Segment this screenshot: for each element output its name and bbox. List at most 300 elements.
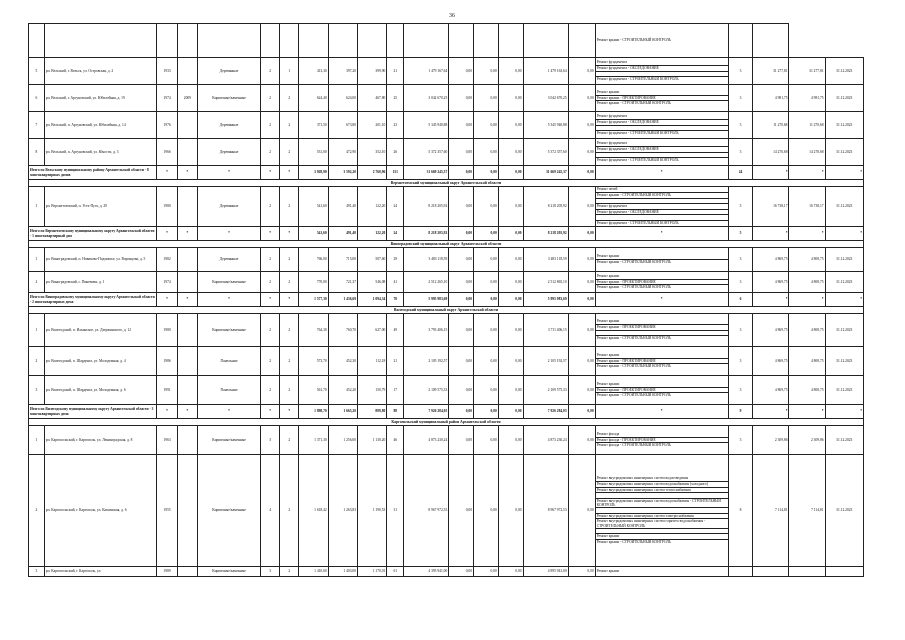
data-cell: 2 512 265,10 xyxy=(404,272,449,293)
total-cell: 491,40 xyxy=(328,227,357,241)
data-cell: 201,10 xyxy=(358,112,387,139)
data-cell: 0,00 xyxy=(498,139,523,166)
data-cell: 4 xyxy=(261,455,280,567)
data-cell: 1 403,00 xyxy=(328,567,357,577)
data-cell: 2 xyxy=(280,112,299,139)
data-cell: 399,90 xyxy=(358,58,387,85)
data-cell: 0,00 xyxy=(474,314,499,347)
total-cell: * xyxy=(157,227,177,241)
data-cell: 1 130,20 xyxy=(358,426,387,455)
data-cell: 0,00 xyxy=(568,248,595,272)
data-cell: 0,00 xyxy=(498,314,523,347)
data-cell: 21 xyxy=(387,347,404,376)
table-row xyxy=(29,347,864,376)
data-cell: 0,00 xyxy=(568,455,595,567)
data-cell: 624,40 xyxy=(299,85,328,112)
data-cell: 4 869,75 xyxy=(753,248,789,272)
data-cell: 14 270,68 xyxy=(753,139,789,166)
total-cell: * xyxy=(177,166,197,180)
data-cell: 561,70 xyxy=(299,376,328,405)
total-cell: 0,00 xyxy=(474,227,499,241)
data-cell: 2 xyxy=(261,112,280,139)
data-cell xyxy=(523,24,568,58)
data-cell: 4 981,75 xyxy=(789,85,825,112)
total-cell: 1 094,34 xyxy=(358,293,387,307)
data-cell: 721,37 xyxy=(328,272,357,293)
table-row xyxy=(29,376,864,405)
data-cell: 3 xyxy=(728,85,753,112)
table-row xyxy=(29,567,864,577)
data-cell: 1 479 163,64 xyxy=(523,58,568,85)
data-cell xyxy=(177,58,197,85)
data-cell: 2 109 575,33 xyxy=(404,376,449,405)
data-cell: 11 270,68 xyxy=(789,112,825,139)
total-cell: 889,80 xyxy=(358,405,387,419)
data-cell: 1980 xyxy=(157,187,177,227)
work-item: Ремонт крыши - ПРОЕКТИРОВАНИЕ xyxy=(596,96,728,102)
work-item: Ремонт крыши - ПРОЕКТИРОВАНИЕ xyxy=(596,388,728,394)
data-cell: 3 xyxy=(261,426,280,455)
data-cell: Кирпичные/каменные xyxy=(198,567,261,577)
total-count: 6 xyxy=(728,293,753,307)
data-cell: 0,00 xyxy=(498,187,523,227)
data-cell: 760,70 xyxy=(328,314,357,347)
data-cell: 31.12.2023 xyxy=(825,376,863,405)
work-item: Ремонт фундамента - СТРОИТЕЛЬНЫЙ КОНТРОЛЬ xyxy=(596,131,679,136)
district-header-row xyxy=(29,180,864,187)
data-cell: 1989 xyxy=(157,567,177,577)
total-count: 5 xyxy=(728,227,753,241)
total-cell: 1 665,20 xyxy=(328,405,357,419)
data-cell: 150,79 xyxy=(358,376,387,405)
works-cell xyxy=(595,112,728,139)
data-cell: 41 xyxy=(387,272,404,293)
work-item: Ремонт крыши - ПРОЕКТИРОВАНИЕ xyxy=(596,325,728,331)
data-cell: 546,08 xyxy=(358,272,387,293)
total-cell: * xyxy=(280,405,299,419)
data-cell xyxy=(753,24,789,58)
total-cell: 122,20 xyxy=(358,227,387,241)
work-item: Ремонт внутридомовых инженерных систем электроснабжения xyxy=(596,514,728,520)
data-cell xyxy=(177,272,197,293)
data-cell xyxy=(825,567,863,577)
works-cell xyxy=(595,376,728,405)
data-cell: 49 xyxy=(387,314,404,347)
data-cell: 2 xyxy=(280,567,299,577)
data-cell: 0,00 xyxy=(474,347,499,376)
total-cell: 541,60 xyxy=(299,227,328,241)
data-cell: 3 xyxy=(728,376,753,405)
data-cell: 31.12.2023 xyxy=(825,112,863,139)
work-item: Ремонт внутридомовых инженерных систем горячего водоснабжения - СТРОИТЕЛЬНЫЙ КОНТРОЛЬ xyxy=(596,519,728,528)
data-cell: 3 xyxy=(728,112,753,139)
data-cell xyxy=(177,24,197,58)
total-cell: * xyxy=(825,405,863,419)
data-cell xyxy=(280,24,299,58)
address-cell: рп. Вельский, г. Вельск, ул. Островская, д. 2 xyxy=(44,58,157,85)
data-cell: 0,00 xyxy=(449,567,474,577)
data-cell xyxy=(157,24,177,58)
data-cell: 23 xyxy=(387,112,404,139)
work-item: Ремонт фундамента xyxy=(596,60,728,66)
work-item: Ремонт фундамента - ОБСЛЕДОВАНИЕ xyxy=(596,147,728,153)
total-cell: 8 218 205,92 xyxy=(523,227,568,241)
address-cell: рп. Верхнетоемский, п. Усть-Пуга, д. 29 xyxy=(44,187,157,227)
data-cell: 46 xyxy=(387,426,404,455)
data-cell xyxy=(177,347,197,376)
data-cell xyxy=(177,455,197,567)
data-cell: 3 xyxy=(728,139,753,166)
data-cell: 25 xyxy=(387,85,404,112)
data-cell: 2 xyxy=(280,248,299,272)
data-cell: Деревянные xyxy=(198,139,261,166)
data-cell: 1 xyxy=(29,426,45,455)
data-cell: 2 xyxy=(29,272,45,293)
total-cell: * xyxy=(198,293,261,307)
data-cell: 452,20 xyxy=(328,376,357,405)
total-count: 9 xyxy=(728,405,753,419)
data-cell: 3 483 118,59 xyxy=(523,248,568,272)
data-cell: 0,00 xyxy=(449,58,474,85)
total-cell: * xyxy=(177,227,197,241)
data-cell: 5 372 357,60 xyxy=(523,139,568,166)
work-item: Ремонт внутридомовых инженерных систем водоотведения xyxy=(596,476,728,482)
total-cell: 1 577,30 xyxy=(299,293,328,307)
work-item: Ремонт крыши - ПРОЕКТИРОВАНИЕ xyxy=(596,359,728,365)
work-item: Ремонт крыши xyxy=(596,274,728,280)
total-cell: * xyxy=(753,166,789,180)
data-cell: Кирпичные/каменные xyxy=(198,272,261,293)
data-cell: Кирпичные/каменные xyxy=(198,426,261,455)
data-cell: 1982 xyxy=(157,248,177,272)
data-cell: 0,00 xyxy=(474,139,499,166)
data-cell: 0,00 xyxy=(449,272,474,293)
total-cell: 7 926 284,05 xyxy=(404,405,449,419)
data-cell: 1991 xyxy=(157,376,177,405)
work-item: Ремонт фасада xyxy=(596,432,728,438)
data-cell: 0,00 xyxy=(498,272,523,293)
work-item: Ремонт фасада - СТРОИТЕЛЬНЫЙ КОНТРОЛЬ xyxy=(596,443,671,448)
data-cell xyxy=(177,139,197,166)
district-name: Каргопольский муниципальный район Архангельской области xyxy=(29,419,864,426)
data-cell xyxy=(261,24,280,58)
data-cell: 31 277,81 xyxy=(753,58,789,85)
data-cell: 4 869,75 xyxy=(753,347,789,376)
total-cell: 0,00 xyxy=(474,293,499,307)
work-item: Ремонт фундамента - СТРОИТЕЛЬНЫЙ КОНТРОЛЬ xyxy=(596,158,679,163)
address-cell: рп. Вилегодский, п. Шарденга, ул. Молодежная, д. 6 xyxy=(44,376,157,405)
data-cell: 0,00 xyxy=(568,139,595,166)
data-cell: 507,60 xyxy=(358,248,387,272)
data-cell: 7 114,81 xyxy=(753,455,789,567)
total-cell: * xyxy=(177,293,197,307)
total-cell: 3 928,90 xyxy=(299,166,328,180)
data-cell: 0,00 xyxy=(498,248,523,272)
data-cell: 1 xyxy=(29,187,45,227)
data-cell: 2 109 575,33 xyxy=(523,376,568,405)
data-cell: 2 xyxy=(280,187,299,227)
data-cell: 2 xyxy=(280,314,299,347)
data-cell: 0,00 xyxy=(568,347,595,376)
data-cell: 452,30 xyxy=(328,347,357,376)
total-cell: * xyxy=(789,166,825,180)
data-cell: 31.12.2023 xyxy=(825,347,863,376)
total-cell: 0,00 xyxy=(498,405,523,419)
work-item: Ремонт крыши - СТРОИТЕЛЬНЫЙ КОНТРОЛЬ xyxy=(596,101,671,106)
total-cell: * xyxy=(595,293,728,307)
data-cell: 2 xyxy=(29,347,45,376)
data-cell: 0,00 xyxy=(449,426,474,455)
data-cell: 0,00 xyxy=(449,248,474,272)
data-cell xyxy=(404,24,449,58)
data-cell: 0,00 xyxy=(449,455,474,567)
data-cell: 3 xyxy=(29,376,45,405)
data-cell: 0,00 xyxy=(474,58,499,85)
district-name: Вилегодский муниципальный округ Архангельской области xyxy=(29,307,864,314)
total-cell: 1 898,70 xyxy=(299,405,328,419)
data-cell: 1 618,42 xyxy=(299,455,328,567)
data-cell: Кирпичные/каменные xyxy=(198,85,261,112)
total-cell: * xyxy=(753,293,789,307)
data-cell xyxy=(177,248,197,272)
data-cell: 0,00 xyxy=(568,112,595,139)
total-cell: 5 995 983,69 xyxy=(404,293,449,307)
total-count: 24 xyxy=(728,166,753,180)
data-cell: 0,00 xyxy=(474,567,499,577)
table-row xyxy=(29,272,864,293)
data-cell: 26 xyxy=(387,139,404,166)
data-cell: 2 xyxy=(261,58,280,85)
data-cell: 3 xyxy=(728,58,753,85)
data-cell xyxy=(177,376,197,405)
data-cell xyxy=(568,24,595,58)
data-cell: 4 981,75 xyxy=(753,85,789,112)
data-cell: 2 xyxy=(280,376,299,405)
total-cell: 0,00 xyxy=(449,293,474,307)
district-name: Верхнетоемский муниципальный округ Архангельской области xyxy=(29,180,864,187)
data-cell xyxy=(498,24,523,58)
data-cell: 0,00 xyxy=(474,112,499,139)
data-cell: 2 xyxy=(261,85,280,112)
data-cell: 0,00 xyxy=(449,139,474,166)
data-cell: 2 309,86 xyxy=(789,426,825,455)
data-cell: 627,00 xyxy=(358,314,387,347)
data-cell: 31.12.2023 xyxy=(825,139,863,166)
data-cell xyxy=(177,426,197,455)
work-item: Ремонт крыши - СТРОИТЕЛЬНЫЙ КОНТРОЛЬ xyxy=(596,393,671,398)
table-row xyxy=(29,426,864,455)
data-cell: 4 869,75 xyxy=(753,314,789,347)
data-cell: 0,00 xyxy=(568,376,595,405)
data-cell: 0,00 xyxy=(474,248,499,272)
data-cell: 2 xyxy=(261,139,280,166)
address-cell: рп. Виноградовский, п. Новиково-Подмошье, ул. Воронцова, д. 5 xyxy=(44,248,157,272)
table-row xyxy=(29,58,864,85)
data-cell: 531,00 xyxy=(299,139,328,166)
total-cell: 8 218 205,92 xyxy=(404,227,449,241)
data-cell: 0,00 xyxy=(498,426,523,455)
total-cell: * xyxy=(261,293,280,307)
data-cell: 4 873 230,24 xyxy=(523,426,568,455)
data-cell: 1 256,00 xyxy=(328,426,357,455)
data-cell: 1 170,01 xyxy=(358,567,387,577)
data-cell: 541,60 xyxy=(299,187,328,227)
address-cell: рп. Каргопольский, г. Каргополь, ул. Кашинская, д. 6 xyxy=(44,455,157,567)
total-row xyxy=(29,227,864,241)
data-cell: 8 218 205,92 xyxy=(404,187,449,227)
data-cell: 0,00 xyxy=(568,314,595,347)
data-cell: 0,00 xyxy=(449,314,474,347)
table-row xyxy=(29,187,864,227)
data-cell: 371,50 xyxy=(299,112,328,139)
work-item: Ремонт крыши - СТРОИТЕЛЬНЫЙ КОНТРОЛЬ xyxy=(596,539,671,544)
works-cell xyxy=(595,24,728,58)
total-cell: * xyxy=(157,405,177,419)
works-cell xyxy=(595,85,728,112)
page-number: 36 xyxy=(449,13,455,19)
data-cell: 472,90 xyxy=(328,139,357,166)
data-cell: 5 372 357,60 xyxy=(404,139,449,166)
total-cell: 0,00 xyxy=(449,405,474,419)
data-cell: 0,00 xyxy=(498,376,523,405)
total-cell: 0,00 xyxy=(498,166,523,180)
work-item: Ремонт крыши xyxy=(596,382,728,388)
data-cell: 0,00 xyxy=(474,455,499,567)
data-cell: 0,00 xyxy=(474,376,499,405)
data-cell: 31.12.2023 xyxy=(825,248,863,272)
data-cell: 4 869,75 xyxy=(753,376,789,405)
data-cell: 2 105 192,57 xyxy=(523,347,568,376)
works-cell xyxy=(595,58,728,85)
data-cell: 2 xyxy=(261,272,280,293)
table-row xyxy=(29,455,864,567)
works-cell xyxy=(595,187,728,227)
total-cell: 0,00 xyxy=(474,405,499,419)
table-body xyxy=(29,24,864,577)
total-cell: * xyxy=(825,227,863,241)
data-cell: 31 xyxy=(387,455,404,567)
data-cell: 766,00 xyxy=(299,248,328,272)
data-cell: 8 967 972,53 xyxy=(404,455,449,567)
total-cell: 0,00 xyxy=(498,227,523,241)
work-item: Ремонт крыши - СТРОИТЕЛЬНЫЙ КОНТРОЛЬ xyxy=(596,364,671,369)
data-cell: 1933 xyxy=(157,58,177,85)
data-cell: Деревянные xyxy=(198,248,261,272)
work-item: Ремонт внутридомовых инженерных систем теплоснабжения xyxy=(596,488,728,494)
table-row xyxy=(29,314,864,347)
data-cell: 112,18 xyxy=(358,347,387,376)
data-cell: 4 869,75 xyxy=(789,347,825,376)
data-cell: 0,00 xyxy=(474,187,499,227)
data-cell xyxy=(177,314,197,347)
data-cell: 2 xyxy=(261,248,280,272)
data-cell: 4 869,75 xyxy=(789,248,825,272)
total-label: Итого по Виноградовскому муниципальному округу Архангельской области - 2 многоквартирных дома xyxy=(29,293,157,307)
data-cell xyxy=(198,24,261,58)
data-cell: 3 xyxy=(728,347,753,376)
total-cell: * xyxy=(261,227,280,241)
data-cell: 14 270,68 xyxy=(789,139,825,166)
data-cell: 0,00 xyxy=(568,187,595,227)
total-cell: * xyxy=(280,293,299,307)
table-row xyxy=(29,248,864,272)
works-cell xyxy=(595,272,728,293)
district-header-row xyxy=(29,307,864,314)
data-cell: 8 xyxy=(728,455,753,567)
work-item: Ремонт крыши - СТРОИТЕЛЬНЫЙ КОНТРОЛЬ xyxy=(596,336,671,341)
data-cell xyxy=(328,24,357,58)
data-cell: 2 xyxy=(280,455,299,567)
data-cell xyxy=(728,567,753,577)
work-item: Ремонт внутридомовых инженерных систем водоснабжения (холодного) xyxy=(596,482,728,488)
data-cell: 0,00 xyxy=(568,426,595,455)
total-cell: 151 xyxy=(387,166,404,180)
work-item: Ремонт фундамента - ОБСЛЕДОВАНИЕ xyxy=(596,120,728,126)
data-cell: 17 xyxy=(387,376,404,405)
data-cell: 0,00 xyxy=(568,272,595,293)
data-cell: 1 479 167,64 xyxy=(404,58,449,85)
total-cell: 31 669 245,37 xyxy=(523,166,568,180)
total-cell: 0,00 xyxy=(568,405,595,419)
data-cell: Деревянные xyxy=(198,112,261,139)
total-cell: 31 669 245,37 xyxy=(404,166,449,180)
data-cell: 0,00 xyxy=(474,272,499,293)
work-item: Ремонт крыши xyxy=(596,254,728,260)
data-cell: 0,00 xyxy=(568,85,595,112)
data-cell: 16 738,17 xyxy=(789,187,825,227)
data-cell: 61 xyxy=(387,567,404,577)
data-cell: 4 869,75 xyxy=(789,272,825,293)
work-item: Ремонт крыши - СТРОИТЕЛЬНЫЙ КОНТРОЛЬ xyxy=(596,285,671,290)
total-cell: * xyxy=(825,293,863,307)
district-name: Виноградовский муниципальный округ Архангельской области xyxy=(29,241,864,248)
data-cell: 0,00 xyxy=(498,85,523,112)
data-cell: Панельные xyxy=(198,376,261,405)
data-cell: 7 xyxy=(29,112,45,139)
data-cell: 413,30 xyxy=(299,58,328,85)
total-row xyxy=(29,293,864,307)
data-cell: 1 263,83 xyxy=(328,455,357,567)
work-item: Ремонт фундамента - ОБСЛЕДОВАНИЕ xyxy=(596,210,728,216)
work-item: Ремонт крыши - СТРОИТЕЛЬНЫЙ КОНТРОЛЬ xyxy=(596,193,728,199)
total-cell: * xyxy=(753,405,789,419)
data-cell: 3 xyxy=(728,426,753,455)
data-cell: 1 190,53 xyxy=(358,455,387,567)
data-cell: 6 xyxy=(29,85,45,112)
data-cell: 1986 xyxy=(157,347,177,376)
data-cell: 8 xyxy=(29,139,45,166)
data-cell: 0,00 xyxy=(449,376,474,405)
data-cell: 1966 xyxy=(157,139,177,166)
data-cell: 31.12.2023 xyxy=(825,187,863,227)
work-item: Ремонт фундамента - СТРОИТЕЛЬНЫЙ КОНТРОЛЬ xyxy=(596,220,679,225)
data-cell: 16 738,17 xyxy=(753,187,789,227)
total-cell: 88 xyxy=(387,405,404,419)
works-cell xyxy=(595,455,728,567)
total-cell: * xyxy=(280,166,299,180)
total-cell: * xyxy=(198,166,261,180)
total-cell: * xyxy=(157,166,177,180)
data-cell: 0,00 xyxy=(449,187,474,227)
data-cell: 0,00 xyxy=(498,567,523,577)
data-cell: 1 371,30 xyxy=(299,426,328,455)
address-cell: рп. Вельский, п. Аргуновский, ул. Юности, д. 3 xyxy=(44,139,157,166)
data-cell: 0,00 xyxy=(498,58,523,85)
data-cell: 4 395 941,00 xyxy=(404,567,449,577)
work-item: Ремонт крыши - СТРОИТЕЛЬНЫЙ КОНТРОЛЬ xyxy=(596,260,671,264)
address-cell: рп. Вельский, п. Аргуновский, ул. Юбилейная, д. 14 xyxy=(44,112,157,139)
data-cell: 1 410,60 xyxy=(299,567,328,577)
